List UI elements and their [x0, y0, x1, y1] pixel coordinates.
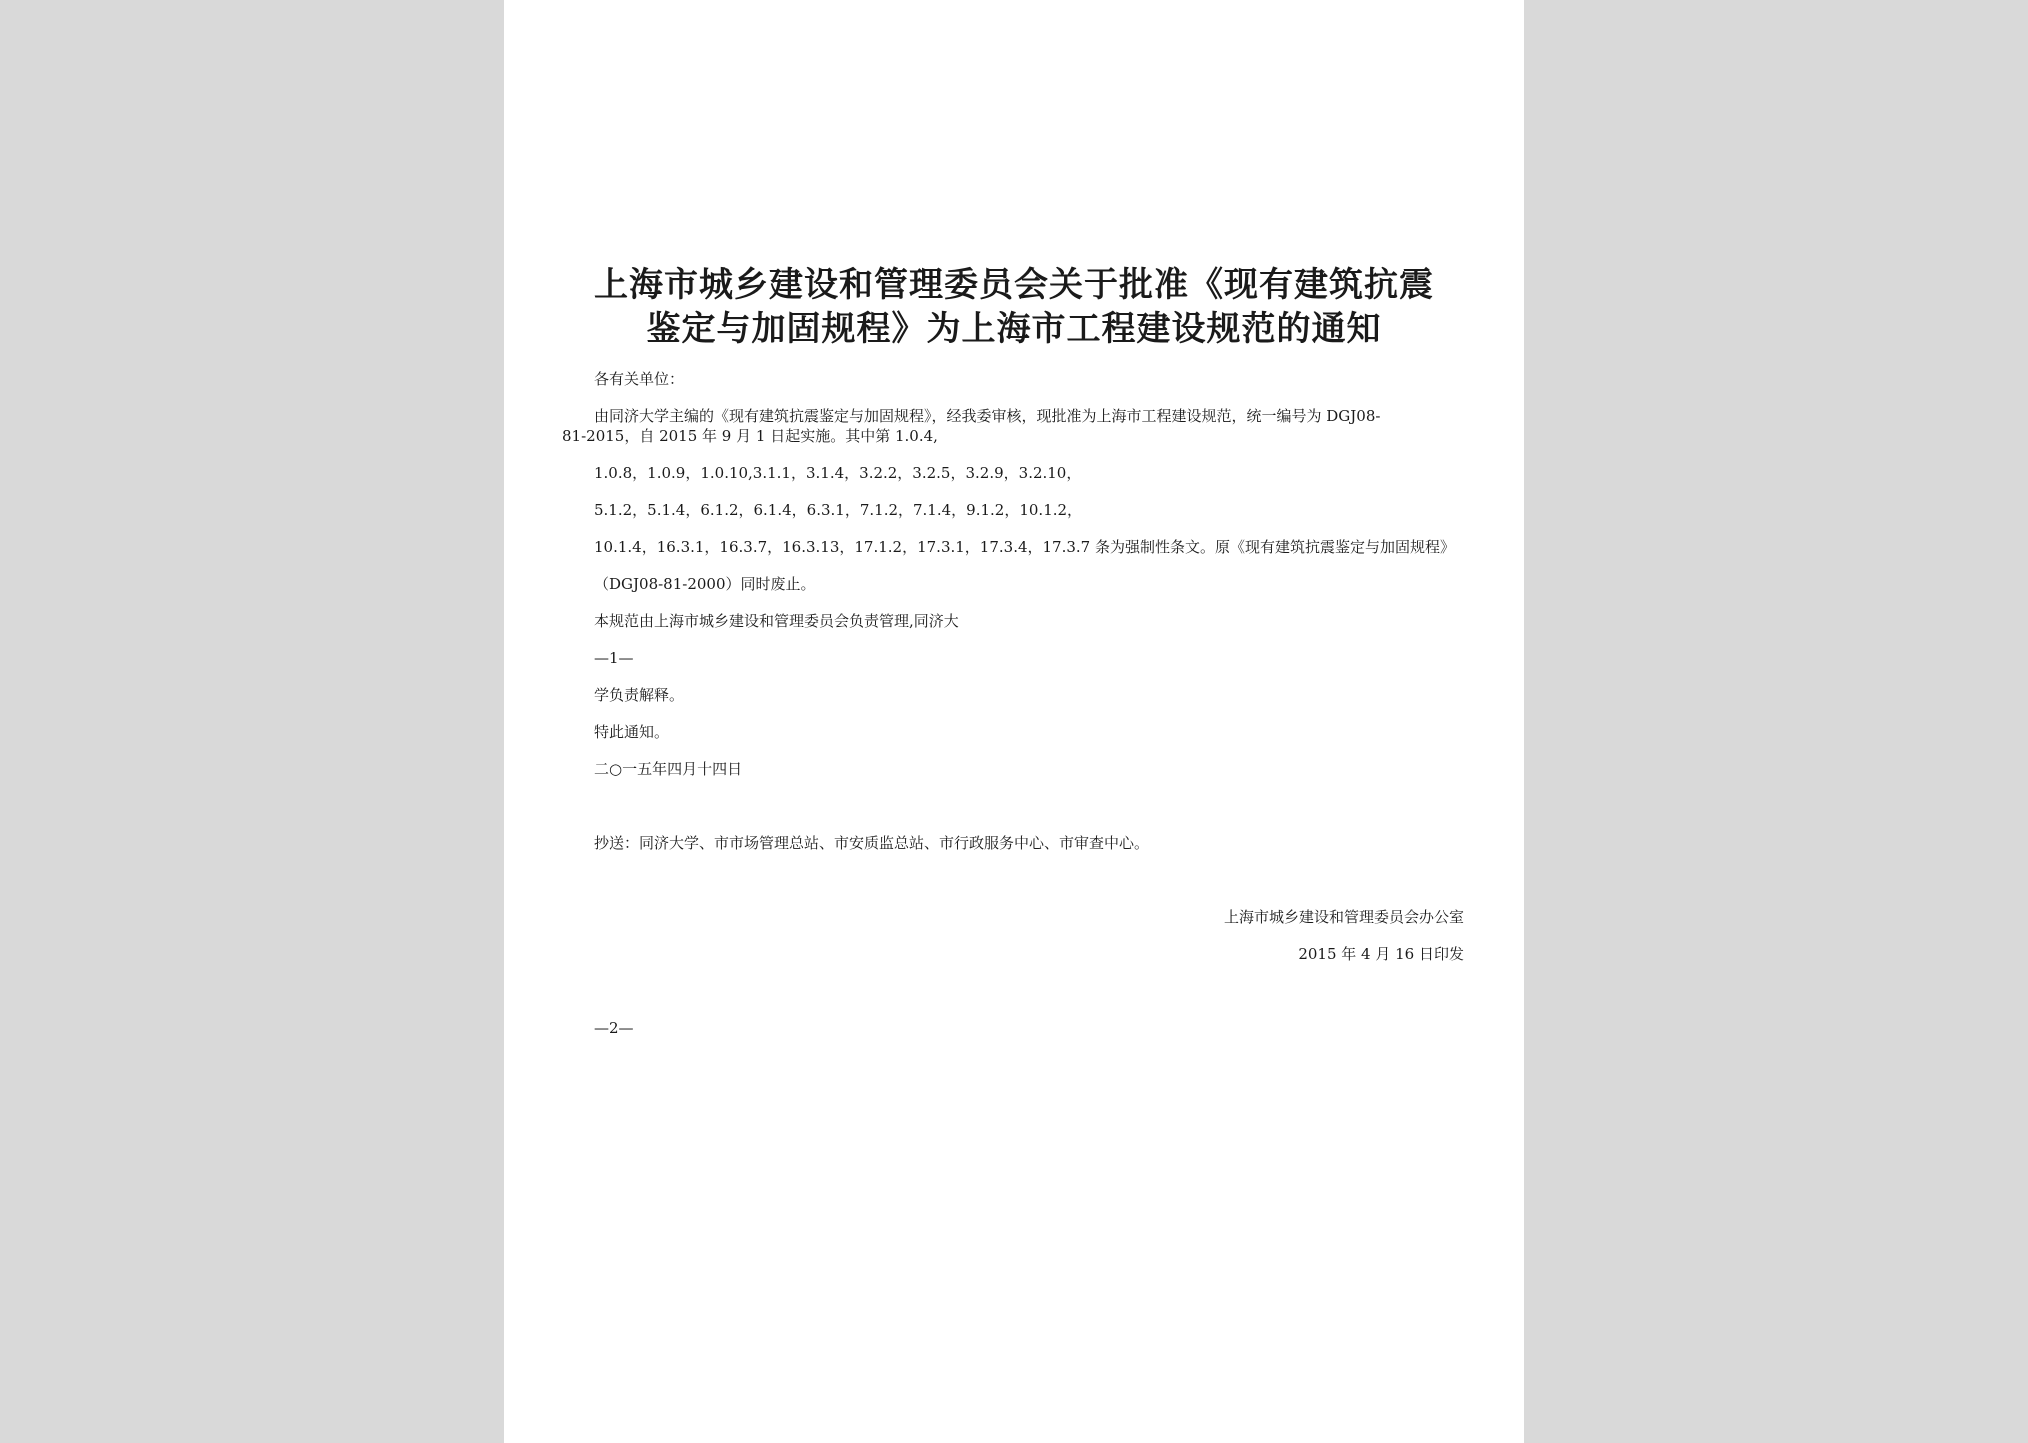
management-line: 本规范由上海市城乡建设和管理委员会负责管理,同济大 — [594, 612, 959, 630]
page-number-2: —2— — [594, 1019, 634, 1037]
clauses-line-1: 1.0.8，1.0.9，1.0.10,3.1.1，3.1.4，3.2.2，3.2.5，3.2.9，3.2.10， — [594, 464, 1082, 482]
body-paragraph-line-1: 由同济大学主编的《现有建筑抗震鉴定与加固规程》，经我委审核，现批准为上海市工程建设规范，统一编号为 DGJ08- — [594, 407, 1381, 425]
issue-date: 二○一五年四月十四日 — [594, 760, 743, 778]
clauses-line-3: 10.1.4，16.3.1，16.3.7，16.3.13，17.1.2，17.3.1，17.3.4，17.3.7 条为强制性条文。原《现有建筑抗震鉴定与加固规程》 — [594, 538, 1455, 556]
clauses-line-2: 5.1.2，5.1.4，6.1.2，6.1.4，6.3.1，7.1.2，7.1.4，9.1.2，10.1.2， — [594, 501, 1083, 519]
document-page — [504, 0, 1524, 1443]
closing-line: 特此通知。 — [594, 723, 670, 741]
interpretation-line: 学负责解释。 — [594, 686, 685, 704]
body-paragraph-line-2: 81-2015，自 2015 年 9 月 1 日起实施。其中第 1.0.4, — [562, 427, 938, 445]
page-number-1: —1— — [594, 649, 634, 667]
print-date: 2015 年 4 月 16 日印发 — [1298, 945, 1464, 963]
cc-line: 抄送：同济大学、市市场管理总站、市安质监总站、市行政服务中心、市审查中心。 — [594, 834, 1150, 852]
issuer-office: 上海市城乡建设和管理委员会办公室 — [1223, 908, 1464, 926]
document-title-line-2: 鉴定与加固规程》为上海市工程建设规范的通知 — [646, 309, 1382, 349]
salutation: 各有关单位： — [594, 370, 685, 388]
document-title-line-1: 上海市城乡建设和管理委员会关于批准《现有建筑抗震 — [594, 265, 1434, 305]
clauses-line-4: （DGJ08-81-2000）同时废止。 — [594, 575, 816, 593]
